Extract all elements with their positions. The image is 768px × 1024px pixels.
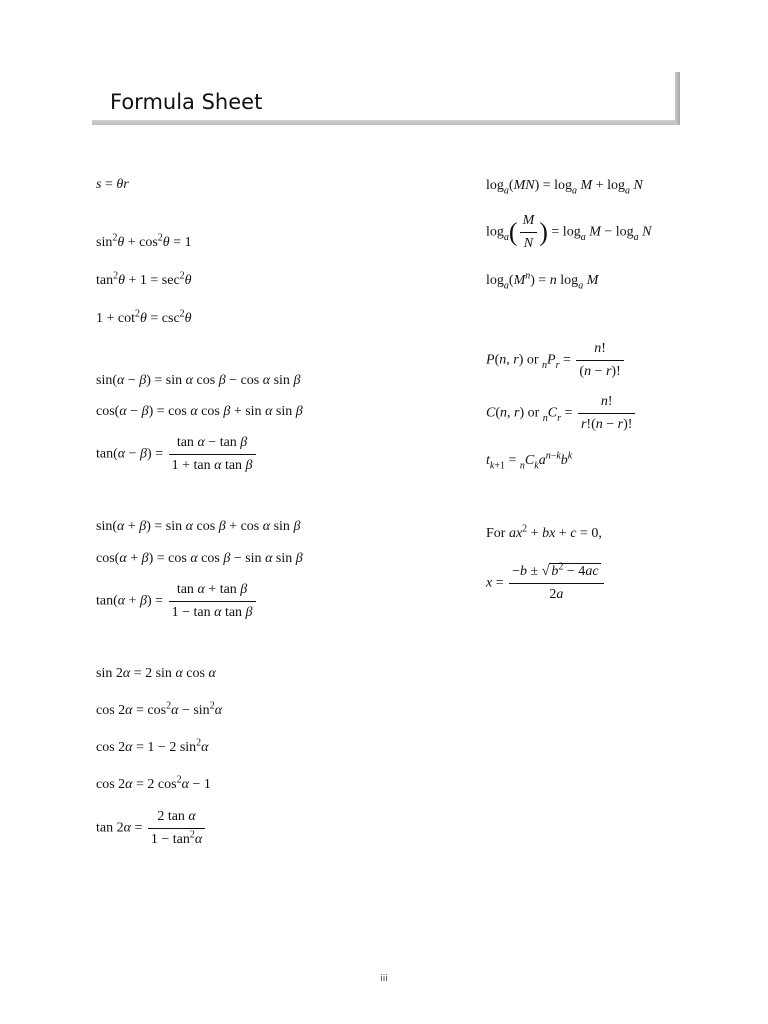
formula-binomial-term: $t_{k+1} = _nC_ka^{n-k}b^k$ bbox=[486, 450, 573, 472]
formula-combination: C(n, r) or $_nC_r$ = $\frac{n!}{r!(n - r)!}$ bbox=[486, 393, 637, 434]
formula-log-quotient: $\log_a$( $\frac{M}{N}$ ) = $\log_a M - \log_a N$ bbox=[486, 213, 652, 251]
title-bar bbox=[92, 72, 680, 126]
formula-quadratic-condition: For $ax^2$ + bx + c = 0, bbox=[486, 523, 602, 541]
formula-sin-sum: sin(α + β) = sin α cos β + cos α sin β bbox=[96, 519, 301, 534]
page-number: iii bbox=[380, 974, 388, 984]
formula-permutation: P(n, r) or $_nP_r$ = $\frac{n!}{(n - r)!}$ bbox=[486, 340, 626, 381]
formula-pythagorean-3: $1 + \cot^2\theta = \csc^2\theta$ bbox=[96, 308, 192, 326]
formula-tan-sum: tan(α + β) = $\frac{\text{tan α + tan β}}{\text{1 − tan α tan β}}$ bbox=[96, 581, 258, 622]
formula-log-product: $\log_a(MN) = \log_a M + \log_a N$ bbox=[486, 178, 643, 197]
formula-sin-diff: sin(α − β) = sin α cos β − cos α sin β bbox=[96, 373, 301, 388]
formula-cos-diff: cos(α − β) = cos α cos β + sin α sin β bbox=[96, 404, 303, 419]
formula-cos-double-3: cos 2α = 2 $\cos^2\alpha - 1$ bbox=[96, 774, 211, 792]
formula-quadratic: x = $\frac{-b \pm √ b^2 - 4ac}{2a}$ bbox=[486, 563, 606, 604]
formula-arc-length: s = θr bbox=[96, 177, 129, 192]
formula-tan-double: tan 2α = $\frac{\text{2 tan α}}{1 - \tan^2\alpha}$ bbox=[96, 808, 207, 849]
formula-tan-diff: tan(α − β) = $\frac{\text{tan α − tan β}}{\text{1 + tan α tan β}}$ bbox=[96, 434, 258, 475]
formula-log-power: $\log_a(M^n) = n$ $\log_a M$ bbox=[486, 270, 599, 292]
formula-cos-sum: cos(α + β) = cos α cos β − sin α sin β bbox=[96, 551, 303, 566]
formula-pythagorean-2: $\tan^2\theta + 1 = \sec^2\theta$ bbox=[96, 270, 192, 288]
formula-cos-double-2: cos 2α = 1 − 2 $\sin^2\alpha$ bbox=[96, 737, 209, 755]
title-underline bbox=[92, 120, 680, 125]
page-title: Formula Sheet bbox=[110, 90, 263, 114]
formula-cos-double-1: $\cos 2\alpha = \cos^2\alpha - \sin^2\alpha$ bbox=[96, 700, 223, 718]
title-side-bar bbox=[675, 72, 680, 125]
formula-sin-double: sin 2α = 2 sin α cos α bbox=[96, 666, 216, 681]
formula-pythagorean-1: $\sin^2\theta + \cos^2\theta = 1$ bbox=[96, 232, 192, 250]
